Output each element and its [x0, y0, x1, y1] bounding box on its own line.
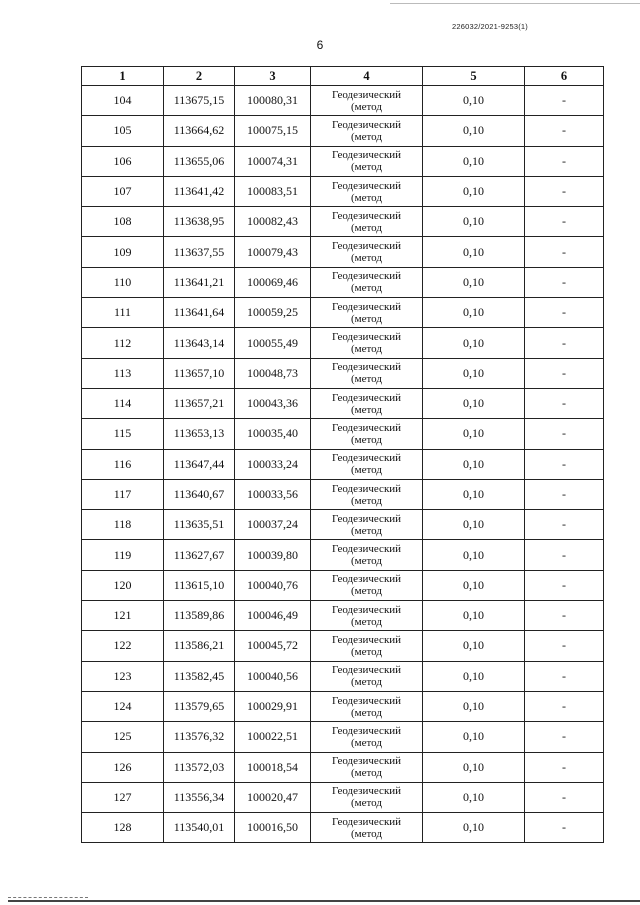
description-cell: -: [525, 388, 604, 418]
x-coordinate-cell: 113582,45: [164, 661, 235, 691]
point-number-cell: 116: [82, 449, 164, 479]
method-line-1: Геодезический: [331, 361, 402, 374]
y-coordinate-cell: 100035,40: [235, 419, 311, 449]
y-coordinate-cell: 100018,54: [235, 752, 311, 782]
x-coordinate-cell: 113589,86: [164, 601, 235, 631]
method-cell: [311, 86, 423, 116]
description-cell: -: [525, 176, 604, 206]
method-cell: [311, 449, 423, 479]
table-header-row: [82, 67, 604, 86]
x-coordinate-cell: 113579,65: [164, 691, 235, 721]
description-cell: -: [525, 116, 604, 146]
point-number-cell: 122: [82, 631, 164, 661]
table-row: [82, 661, 604, 691]
column-header: 1: [82, 67, 164, 86]
method-cell: [311, 298, 423, 328]
y-coordinate-cell: 100016,50: [235, 813, 311, 843]
x-coordinate-cell: 113647,44: [164, 449, 235, 479]
table-row: [82, 298, 604, 328]
method-line-2: (метод: [351, 827, 382, 840]
point-number-cell: 115: [82, 419, 164, 449]
method-line-2: (метод: [351, 585, 382, 598]
point-number-cell: 119: [82, 540, 164, 570]
point-number-cell: 105: [82, 116, 164, 146]
table-row: [82, 449, 604, 479]
accuracy-cell: 0,10: [423, 86, 525, 116]
point-number-cell: 128: [82, 813, 164, 843]
method-line-2: (метод: [351, 343, 382, 356]
method-line-1: Геодезический: [331, 209, 402, 222]
column-header: 5: [423, 67, 525, 86]
method-line-1: Геодезический: [331, 694, 402, 707]
description-cell: -: [525, 813, 604, 843]
method-line-1: Геодезический: [331, 755, 402, 768]
method-line-1: Геодезический: [331, 149, 402, 162]
y-coordinate-cell: 100039,80: [235, 540, 311, 570]
method-line-1: Геодезический: [331, 633, 402, 646]
description-cell: -: [525, 298, 604, 328]
x-coordinate-cell: 113572,03: [164, 752, 235, 782]
accuracy-cell: 0,10: [423, 813, 525, 843]
table-row: [82, 267, 604, 297]
table-row: [82, 540, 604, 570]
x-coordinate-cell: 113641,21: [164, 267, 235, 297]
description-cell: -: [525, 328, 604, 358]
method-line-2: (метод: [351, 373, 382, 386]
x-coordinate-cell: 113540,01: [164, 813, 235, 843]
description-cell: -: [525, 449, 604, 479]
method-line-2: (метод: [351, 797, 382, 810]
y-coordinate-cell: 100074,31: [235, 146, 311, 176]
accuracy-cell: 0,10: [423, 449, 525, 479]
method-line-2: (метод: [351, 282, 382, 295]
method-line-1: Геодезический: [331, 300, 402, 313]
y-coordinate-cell: 100037,24: [235, 510, 311, 540]
method-cell: [311, 752, 423, 782]
method-cell: [311, 328, 423, 358]
table-row: [82, 570, 604, 600]
method-line-2: (метод: [351, 130, 382, 143]
method-cell: [311, 116, 423, 146]
method-line-1: Геодезический: [331, 664, 402, 677]
top-edge-line: [390, 3, 640, 4]
description-cell: -: [525, 722, 604, 752]
y-coordinate-cell: 100040,56: [235, 661, 311, 691]
method-cell: [311, 207, 423, 237]
point-number-cell: 106: [82, 146, 164, 176]
x-coordinate-cell: 113556,34: [164, 782, 235, 812]
point-number-cell: 121: [82, 601, 164, 631]
table-row: [82, 116, 604, 146]
x-coordinate-cell: 113653,13: [164, 419, 235, 449]
accuracy-cell: 0,10: [423, 358, 525, 388]
method-line-2: (метод: [351, 736, 382, 749]
x-coordinate-cell: 113615,10: [164, 570, 235, 600]
point-number-cell: 104: [82, 86, 164, 116]
accuracy-cell: 0,10: [423, 752, 525, 782]
point-number-cell: 111: [82, 298, 164, 328]
table-row: [82, 510, 604, 540]
accuracy-cell: 0,10: [423, 388, 525, 418]
point-number-cell: 109: [82, 237, 164, 267]
x-coordinate-cell: 113627,67: [164, 540, 235, 570]
point-number-cell: 112: [82, 328, 164, 358]
method-cell: [311, 782, 423, 812]
table-row: [82, 601, 604, 631]
x-coordinate-cell: 113657,10: [164, 358, 235, 388]
accuracy-cell: 0,10: [423, 540, 525, 570]
x-coordinate-cell: 113576,32: [164, 722, 235, 752]
y-coordinate-cell: 100020,47: [235, 782, 311, 812]
accuracy-cell: 0,10: [423, 328, 525, 358]
description-cell: -: [525, 207, 604, 237]
method-line-2: (метод: [351, 645, 382, 658]
accuracy-cell: 0,10: [423, 176, 525, 206]
table-row: [82, 813, 604, 843]
description-cell: -: [525, 237, 604, 267]
method-cell: [311, 570, 423, 600]
method-line-2: (метод: [351, 555, 382, 568]
accuracy-cell: 0,10: [423, 146, 525, 176]
coordinates-table: [81, 66, 604, 843]
x-coordinate-cell: 113637,55: [164, 237, 235, 267]
description-cell: -: [525, 479, 604, 509]
table-row: [82, 146, 604, 176]
point-number-cell: 108: [82, 207, 164, 237]
method-cell: [311, 146, 423, 176]
method-line-2: (метод: [351, 494, 382, 507]
point-number-cell: 124: [82, 691, 164, 721]
description-cell: -: [525, 267, 604, 297]
method-cell: [311, 631, 423, 661]
accuracy-cell: 0,10: [423, 207, 525, 237]
method-line-1: Геодезический: [331, 331, 402, 344]
accuracy-cell: 0,10: [423, 479, 525, 509]
y-coordinate-cell: 100079,43: [235, 237, 311, 267]
method-line-1: Геодезический: [331, 240, 402, 253]
method-line-2: (метод: [351, 615, 382, 628]
y-coordinate-cell: 100075,15: [235, 116, 311, 146]
y-coordinate-cell: 100055,49: [235, 328, 311, 358]
point-number-cell: 120: [82, 570, 164, 600]
method-cell: [311, 813, 423, 843]
method-line-1: Геодезический: [331, 391, 402, 404]
y-coordinate-cell: 100048,73: [235, 358, 311, 388]
method-cell: [311, 358, 423, 388]
method-line-2: (метод: [351, 161, 382, 174]
document-number: 226032/2021-9253(1): [452, 22, 528, 31]
description-cell: -: [525, 752, 604, 782]
table-row: [82, 782, 604, 812]
description-cell: -: [525, 540, 604, 570]
y-coordinate-cell: 100046,49: [235, 601, 311, 631]
accuracy-cell: 0,10: [423, 722, 525, 752]
description-cell: -: [525, 691, 604, 721]
point-number-cell: 113: [82, 358, 164, 388]
description-cell: -: [525, 86, 604, 116]
method-line-1: Геодезический: [331, 270, 402, 283]
x-coordinate-cell: 113635,51: [164, 510, 235, 540]
x-coordinate-cell: 113643,14: [164, 328, 235, 358]
method-cell: [311, 540, 423, 570]
method-line-1: Геодезический: [331, 724, 402, 737]
accuracy-cell: 0,10: [423, 298, 525, 328]
y-coordinate-cell: 100080,31: [235, 86, 311, 116]
point-number-cell: 125: [82, 722, 164, 752]
description-cell: -: [525, 631, 604, 661]
method-line-2: (метод: [351, 706, 382, 719]
y-coordinate-cell: 100082,43: [235, 207, 311, 237]
method-cell: [311, 419, 423, 449]
description-cell: -: [525, 146, 604, 176]
method-line-2: (метод: [351, 464, 382, 477]
method-line-1: Геодезический: [331, 573, 402, 586]
accuracy-cell: 0,10: [423, 782, 525, 812]
table-row: [82, 207, 604, 237]
description-cell: -: [525, 661, 604, 691]
method-cell: [311, 388, 423, 418]
accuracy-cell: 0,10: [423, 691, 525, 721]
bottom-edge-dash: [8, 897, 88, 898]
method-line-2: (метод: [351, 767, 382, 780]
accuracy-cell: 0,10: [423, 661, 525, 691]
table-row: [82, 631, 604, 661]
x-coordinate-cell: 113657,21: [164, 388, 235, 418]
accuracy-cell: 0,10: [423, 419, 525, 449]
point-number-cell: 126: [82, 752, 164, 782]
table-row: [82, 752, 604, 782]
method-line-1: Геодезический: [331, 118, 402, 131]
accuracy-cell: 0,10: [423, 570, 525, 600]
column-header: 3: [235, 67, 311, 86]
y-coordinate-cell: 100083,51: [235, 176, 311, 206]
table-row: [82, 388, 604, 418]
method-line-1: Геодезический: [331, 88, 402, 101]
method-line-1: Геодезический: [331, 482, 402, 495]
accuracy-cell: 0,10: [423, 631, 525, 661]
method-line-1: Геодезический: [331, 543, 402, 556]
method-cell: [311, 722, 423, 752]
column-header: 4: [311, 67, 423, 86]
table-row: [82, 722, 604, 752]
method-cell: [311, 237, 423, 267]
description-cell: -: [525, 510, 604, 540]
description-cell: -: [525, 358, 604, 388]
accuracy-cell: 0,10: [423, 237, 525, 267]
method-line-1: Геодезический: [331, 452, 402, 465]
y-coordinate-cell: 100029,91: [235, 691, 311, 721]
description-cell: -: [525, 419, 604, 449]
method-line-1: Геодезический: [331, 815, 402, 828]
x-coordinate-cell: 113641,64: [164, 298, 235, 328]
description-cell: -: [525, 570, 604, 600]
y-coordinate-cell: 100022,51: [235, 722, 311, 752]
table-row: [82, 479, 604, 509]
point-number-cell: 110: [82, 267, 164, 297]
method-line-1: Геодезический: [331, 785, 402, 798]
method-line-2: (метод: [351, 191, 382, 204]
column-header: 6: [525, 67, 604, 86]
method-line-1: Геодезический: [331, 179, 402, 192]
y-coordinate-cell: 100040,76: [235, 570, 311, 600]
x-coordinate-cell: 113641,42: [164, 176, 235, 206]
method-line-2: (метод: [351, 221, 382, 234]
table-row: [82, 358, 604, 388]
x-coordinate-cell: 113675,15: [164, 86, 235, 116]
y-coordinate-cell: 100043,36: [235, 388, 311, 418]
table-row: [82, 86, 604, 116]
method-line-2: (метод: [351, 433, 382, 446]
accuracy-cell: 0,10: [423, 267, 525, 297]
page-number: 6: [316, 38, 324, 52]
table-row: [82, 328, 604, 358]
method-cell: [311, 601, 423, 631]
accuracy-cell: 0,10: [423, 601, 525, 631]
y-coordinate-cell: 100059,25: [235, 298, 311, 328]
description-cell: -: [525, 601, 604, 631]
method-cell: [311, 691, 423, 721]
method-line-2: (метод: [351, 524, 382, 537]
column-header: 2: [164, 67, 235, 86]
method-line-2: (метод: [351, 312, 382, 325]
method-line-2: (метод: [351, 100, 382, 113]
accuracy-cell: 0,10: [423, 116, 525, 146]
point-number-cell: 117: [82, 479, 164, 509]
method-line-2: (метод: [351, 676, 382, 689]
method-cell: [311, 176, 423, 206]
accuracy-cell: 0,10: [423, 510, 525, 540]
method-line-1: Геодезический: [331, 512, 402, 525]
method-line-2: (метод: [351, 252, 382, 265]
method-line-2: (метод: [351, 403, 382, 416]
y-coordinate-cell: 100033,56: [235, 479, 311, 509]
point-number-cell: 107: [82, 176, 164, 206]
y-coordinate-cell: 100069,46: [235, 267, 311, 297]
method-cell: [311, 479, 423, 509]
table-row: [82, 419, 604, 449]
table-row: [82, 691, 604, 721]
x-coordinate-cell: 113664,62: [164, 116, 235, 146]
method-line-1: Геодезический: [331, 603, 402, 616]
x-coordinate-cell: 113640,67: [164, 479, 235, 509]
method-cell: [311, 661, 423, 691]
y-coordinate-cell: 100033,24: [235, 449, 311, 479]
x-coordinate-cell: 113655,06: [164, 146, 235, 176]
point-number-cell: 118: [82, 510, 164, 540]
point-number-cell: 114: [82, 388, 164, 418]
table-row: [82, 237, 604, 267]
method-cell: [311, 510, 423, 540]
table-row: [82, 176, 604, 206]
x-coordinate-cell: 113586,21: [164, 631, 235, 661]
method-line-1: Геодезический: [331, 421, 402, 434]
point-number-cell: 127: [82, 782, 164, 812]
description-cell: -: [525, 782, 604, 812]
point-number-cell: 123: [82, 661, 164, 691]
x-coordinate-cell: 113638,95: [164, 207, 235, 237]
bottom-edge-line: [8, 900, 640, 902]
method-cell: [311, 267, 423, 297]
y-coordinate-cell: 100045,72: [235, 631, 311, 661]
